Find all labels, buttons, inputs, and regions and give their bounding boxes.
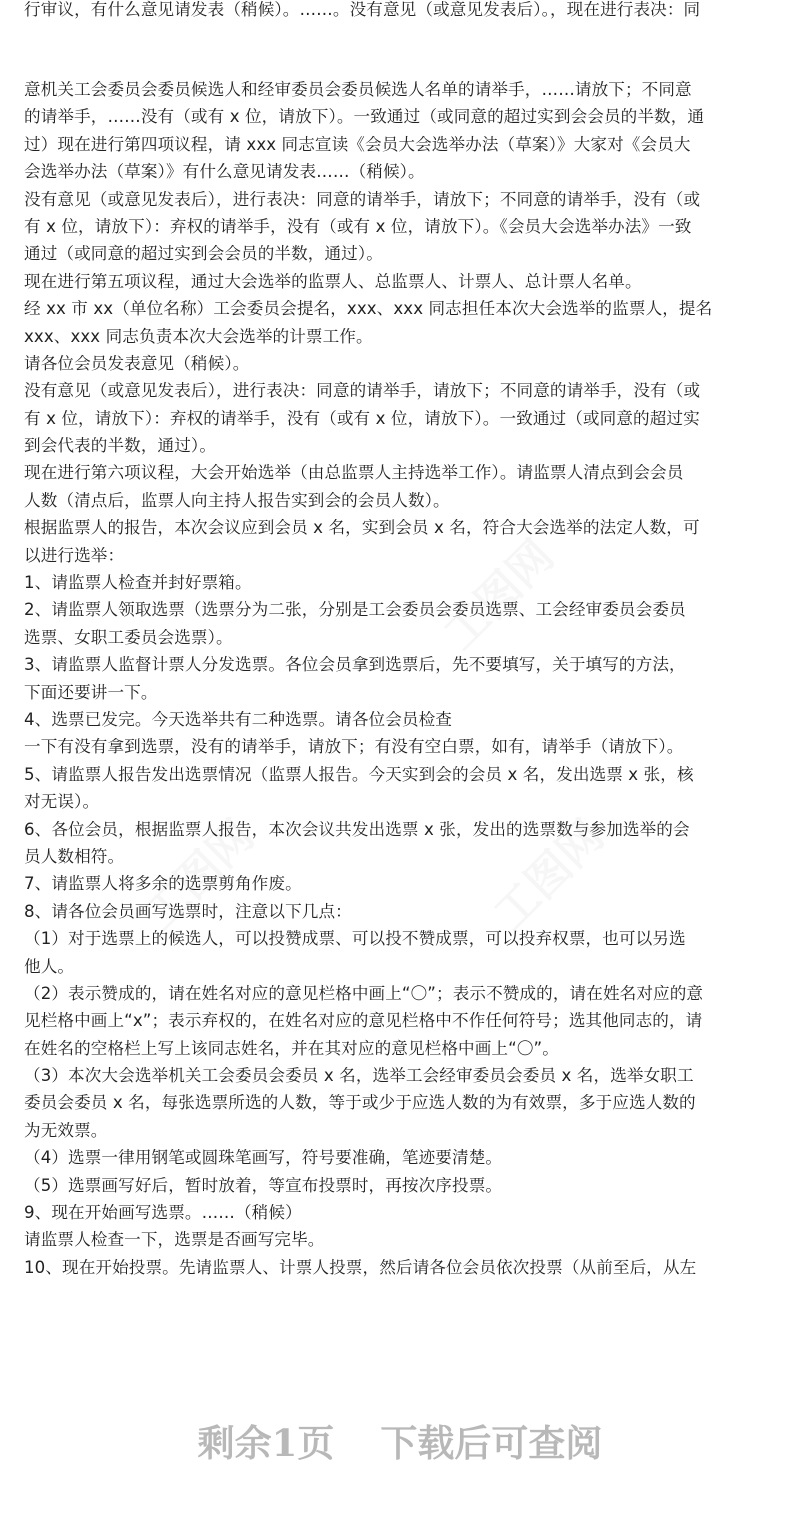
text-line: 他人。 <box>24 956 75 976</box>
text-line: 经 xx 市 xx（单位名称）工会委员会提名，xxx、xxx 同志担任本次大会选举的监票人，提名 <box>24 299 713 319</box>
text-line: 下面还要讲一下。 <box>24 682 158 702</box>
text-line: 没有意见（或意见发表后），进行表决：同意的请举手，请放下；不同意的请举手，没有（或 <box>24 381 701 401</box>
text-line: 员人数相符。 <box>24 846 125 866</box>
text-line: 通过（或同意的超过实到会会员的半数，通过）。 <box>24 244 383 264</box>
text-line: 在姓名的空格栏上写上该同志姓名，并在其对应的意见栏格中画上“〇”。 <box>24 1038 559 1058</box>
top-text-fragment <box>24 0 778 23</box>
remaining-pages-label[interactable]: 剩余1页 <box>197 1421 335 1465</box>
text-line: （5）选票画写好后，暂时放着，等宣布投票时，再按次序投票。 <box>24 1175 503 1195</box>
text-line: 选票、女职工委员会选票）。 <box>24 627 233 647</box>
text-line: 8、请各位会员画写选票时，注意以下几点： <box>24 901 352 921</box>
text-line: （2）表示赞成的，请在姓名对应的意见栏格中画上“〇”；表示不赞成的，请在姓名对应的意 <box>24 983 704 1003</box>
text-line: 委员会委员 x 名，每张选票所选的人数，等于或少于应选人数的为有效票，多于应选人数的 <box>24 1093 696 1113</box>
text-line: 人数（清点后，监票人向主持人报告实到会的会员人数）。 <box>24 490 450 510</box>
document-body <box>24 76 778 1281</box>
text-line: 一下有没有拿到选票，没有的请举手，请放下；有没有空白票，如有，请举手（请放下）。 <box>24 737 684 757</box>
text-line: xxx、xxx 同志负责本次大会选举的计票工作。 <box>24 326 373 346</box>
text-line: 10、现在开始投票。先请监票人、计票人投票，然后请各位会员依次投票（从前至后，从左 <box>24 1257 697 1277</box>
text-line: 过）现在进行第四项议程，请 xxx 同志宣读《会员大会选举办法（草案）》大家对《会员大 <box>24 134 691 154</box>
text-line: 有 x 位，请放下）：弃权的请举手，没有（或有 x 位，请放下）。一致通过（或同意的超过实 <box>24 408 700 428</box>
text-line: 会选举办法（草案）》有什么意见请发表……（稍候）。 <box>24 162 425 182</box>
text-line: 到会代表的半数，通过）。 <box>24 436 217 456</box>
text-line: 4、选票已发完。今天选举共有二种选票。请各位会员检查 <box>24 709 452 729</box>
text-line: 3、请监票人监督计票人分发选票。各位会员拿到选票后，先不要填写，关于填写的方法， <box>24 655 686 675</box>
text-line: 请监票人检查一下，选票是否画写完毕。 <box>24 1230 325 1250</box>
text-line: （4）选票一律用钢笔或圆珠笔画写，符号要准确，笔迹要清楚。 <box>24 1148 503 1168</box>
text-line: 对无误）。 <box>24 792 100 812</box>
text-line: 意机关工会委员会委员候选人和经审委员会委员候选人名单的请举手，……请放下；不同意 <box>24 80 692 99</box>
text-line: 现在进行第六项议程，大会开始选举（由总监票人主持选举工作）。请监票人清点到会会员 <box>24 463 684 483</box>
download-prompt[interactable] <box>0 1400 800 1480</box>
text-line: 为无效票。 <box>24 1120 108 1140</box>
text-line: 现在进行第五项议程，通过大会选举的监票人、总监票人、计票人、总计票人名单。 <box>24 271 642 291</box>
text-line: 9、现在开始画写选票。……（稍候） <box>24 1203 302 1223</box>
text-line: 7、请监票人将多余的选票剪角作废。 <box>24 874 302 894</box>
text-line: 的请举手，……没有（或有 x 位，请放下）。一致通过（或同意的超过实到会会员的半数，通 <box>24 107 705 127</box>
text-line: 见栏格中画上“x”；表示弃权的，在姓名对应的意见栏格中不作任何符号；选其他同志的，请 <box>24 1011 703 1031</box>
text-line: 行审议，有什么意见请发表（稍候）。……。没有意见（或意见发表后）。，现在进行表决：同 <box>24 0 701 19</box>
text-line: 没有意见（或意见发表后），进行表决：同意的请举手，请放下；不同意的请举手，没有（或 <box>24 189 701 209</box>
text-line: （3）本次大会选举机关工会委员会委员 x 名，选举工会经审委员会委员 x 名，选举女职工 <box>24 1066 694 1086</box>
download-hint-label[interactable]: 下载后可查阅 <box>380 1421 603 1465</box>
text-line: 以进行选举： <box>24 545 125 565</box>
text-line: 5、请监票人报告发出选票情况（监票人报告。今天实到会的会员 x 名，发出选票 x 张，核 <box>24 764 694 784</box>
text-line: 请各位会员发表意见（稍候）。 <box>24 353 250 373</box>
text-line: 1、请监票人检查并封好票箱。 <box>24 573 252 593</box>
text-line: 2、请监票人领取选票（选票分为二张，分别是工会委员会委员选票、工会经审委员会委员 <box>24 600 686 620</box>
text-line: 根据监票人的报告，本次会议应到会员 x 名，实到会员 x 名，符合大会选举的法定人数，可 <box>24 518 700 538</box>
text-line: 6、各位会员，根据监票人报告，本次会议共发出选票 x 张，发出的选票数与参加选举的会 <box>24 819 690 839</box>
text-line: （1）对于选票上的候选人，可以投赞成票、可以投不赞成票，可以投弃权票，也可以另选 <box>24 929 686 949</box>
text-line: 有 x 位，请放下）：弃权的请举手，没有（或有 x 位，请放下）。《会员大会选举办法》一致 <box>24 216 692 236</box>
